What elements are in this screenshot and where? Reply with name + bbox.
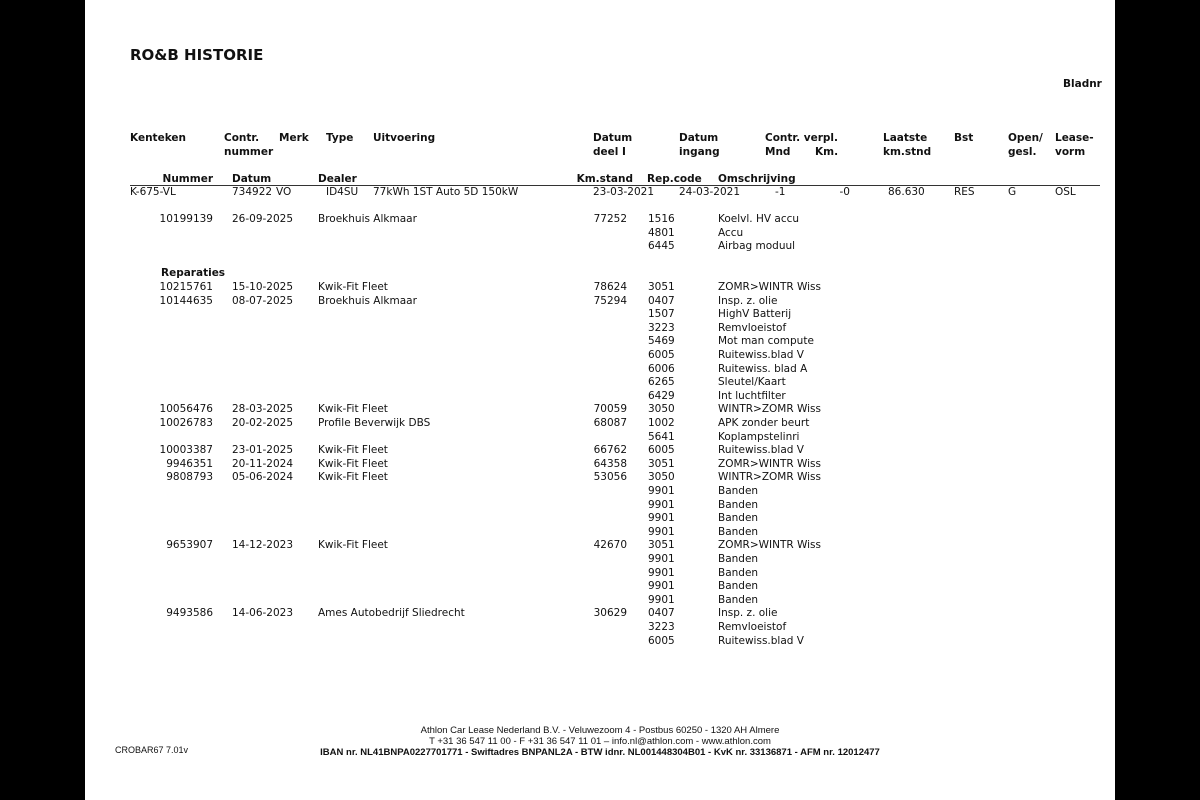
dealer-name: Profile Beverwijk DBS: [318, 417, 431, 429]
rep-description: Banden: [718, 566, 759, 579]
rep-description: WINTR>ZOMR Wiss: [718, 403, 822, 416]
km: -0: [839, 186, 850, 198]
rep-code: 3223: [648, 621, 675, 633]
type: ID4SU: [326, 186, 359, 198]
km-stand: 78624: [593, 281, 627, 293]
rep-code: 3051: [648, 281, 675, 293]
order-number: 10215761: [159, 281, 213, 293]
col-lease-2: vorm: [1055, 146, 1086, 158]
kenteken: K-675-VL: [130, 186, 176, 198]
rep-description: Insp. z. olie: [718, 294, 778, 307]
col-lease: Lease-: [1055, 132, 1094, 144]
col-bst: Bst: [954, 132, 974, 144]
order-date: 20-11-2024: [232, 457, 294, 470]
col-datum-deel: Datum: [593, 132, 633, 144]
order-date: 20-02-2025: [232, 417, 294, 429]
leasevorm: OSL: [1055, 186, 1076, 198]
order-date: 28-03-2025: [232, 403, 294, 416]
bladnr-label: Bladnr: [1063, 78, 1102, 90]
rep-code: 3051: [648, 457, 675, 470]
datum-ingang: 24-03-2021: [679, 186, 741, 198]
dealer-name: Kwik-Fit Fleet: [318, 403, 388, 416]
rep-code: 6445: [648, 240, 675, 253]
col-open: Open/: [1008, 132, 1043, 144]
merk: VO: [276, 186, 292, 198]
order-number: 9946351: [166, 457, 213, 470]
rep-description: Remvloeistof: [718, 621, 787, 633]
dealer-name: Kwik-Fit Fleet: [318, 457, 388, 470]
rep-code: 6265: [648, 376, 675, 389]
order-number: 10199139: [159, 213, 213, 225]
uitvoering: 77kWh 1ST Auto 5D 150kW: [373, 186, 519, 198]
order-number: 10026783: [159, 417, 213, 429]
rep-description: Banden: [718, 580, 759, 593]
col-datum-ingang: Datum: [679, 132, 719, 144]
col-datum-ingang-2: ingang: [679, 146, 720, 158]
rep-code: 3050: [648, 403, 675, 416]
footer-line-3: IBAN nr. NL41BNPA0227701771 - Swiftadres BNPANL2A - BTW idnr. NL001448304B01 - KvK nr. 33136871 - AFM nr. 12012477: [320, 747, 880, 758]
dealer-name: Broekhuis Alkmaar: [318, 213, 417, 225]
rep-code: 6005: [648, 444, 675, 457]
rep-description: Banden: [718, 525, 759, 538]
rep-description: Remvloeistof: [718, 321, 787, 334]
mnd: -1: [775, 186, 786, 198]
order-date: 15-10-2025: [232, 281, 294, 293]
col-kmstand: Km.stand: [576, 173, 633, 185]
km-stand: 75294: [593, 294, 627, 307]
dealer-name: Kwik-Fit Fleet: [318, 471, 388, 484]
km-stand: 66762: [593, 444, 627, 457]
order-date: 23-01-2025: [232, 444, 294, 457]
dealer-name: Ames Autobedrijf Sliedrecht: [318, 607, 465, 620]
rep-description: Koelvl. HV accu: [718, 213, 800, 225]
laatste-km: 86.630: [888, 186, 925, 198]
col-datum-deel-2: deel I: [593, 146, 626, 158]
rep-code: 9901: [648, 485, 675, 497]
rep-description: HighV Batterij: [718, 308, 792, 321]
rep-code: 5469: [648, 335, 675, 348]
rep-description: ZOMR>WINTR Wiss: [718, 539, 822, 552]
col-nummer: Nummer: [162, 173, 213, 185]
col-repcode: Rep.code: [647, 173, 702, 185]
rep-description: Int luchtfilter: [718, 389, 786, 402]
rep-description: Banden: [718, 512, 759, 525]
rep-description: Banden: [718, 485, 759, 497]
col-kenteken: Kenteken: [130, 132, 186, 144]
col-mnd: Mnd: [765, 146, 791, 158]
rep-code: 1516: [648, 213, 675, 225]
rep-code: 9901: [648, 593, 675, 606]
page-title: RO&B HISTORIE: [130, 46, 264, 64]
km-stand: 53056: [593, 471, 627, 484]
form-code: CROBAR67 7.01v: [115, 745, 189, 755]
rep-code: 1507: [648, 308, 675, 321]
order-number: 9493586: [166, 607, 213, 620]
dealer-name: Broekhuis Alkmaar: [318, 294, 417, 307]
order-date: 26-09-2025: [232, 213, 294, 225]
datum-deel: 23-03-2021: [593, 186, 655, 198]
rep-code: 5641: [648, 430, 675, 443]
order-number: 10003387: [159, 444, 213, 457]
rep-code: 3051: [648, 539, 675, 552]
footer-line-1: Athlon Car Lease Nederland B.V. - Veluwezoom 4 - Postbus 60250 - 1320 AH Almere: [420, 725, 780, 736]
document-page: [85, 0, 1115, 800]
rep-code: 9901: [648, 566, 675, 579]
rep-code: 6429: [648, 389, 675, 402]
footer-line-2: T +31 36 547 11 00 - F +31 36 547 11 01 – info.nl@athlon.com - www.athlon.com: [429, 736, 771, 747]
dealer-name: Kwik-Fit Fleet: [318, 539, 388, 552]
col-datum: Datum: [232, 173, 272, 185]
order-date: 14-06-2023: [232, 607, 294, 620]
km-stand: 64358: [593, 457, 627, 470]
rep-code: 1002: [648, 417, 675, 429]
rep-description: Koplampstelinri: [718, 430, 800, 443]
km-stand: 68087: [593, 417, 627, 429]
rep-description: Insp. z. olie: [718, 607, 778, 620]
order-date: 08-07-2025: [232, 294, 294, 307]
dealer-name: Kwik-Fit Fleet: [318, 281, 388, 293]
km-stand: 77252: [593, 213, 627, 225]
col-type: Type: [326, 132, 354, 144]
rep-code: 9901: [648, 512, 675, 525]
col-km: Km.: [815, 146, 839, 158]
km-stand: 42670: [593, 539, 627, 552]
order-number: 9653907: [166, 539, 213, 552]
rep-code: 0407: [648, 294, 675, 307]
rep-description: Accu: [718, 226, 744, 239]
rep-code: 3223: [648, 321, 675, 334]
rep-description: Banden: [718, 593, 759, 606]
rep-description: Ruitewiss.blad V: [718, 634, 804, 647]
km-stand: 70059: [593, 403, 627, 416]
rep-description: Ruitewiss.blad V: [718, 444, 804, 457]
col-uitvoering: Uitvoering: [373, 132, 436, 144]
col-open-2: gesl.: [1008, 146, 1037, 158]
contract-number: 734922: [232, 186, 273, 198]
rep-code: 9901: [648, 525, 675, 538]
section-reparaties: Reparaties: [161, 267, 226, 280]
order-number: 10056476: [159, 403, 213, 416]
col-merk: Merk: [279, 132, 309, 144]
rep-description: Ruitewiss.blad V: [718, 349, 804, 361]
bst: RES: [954, 186, 975, 198]
order-number: 10144635: [159, 294, 213, 307]
rep-code: 6005: [648, 349, 675, 361]
col-contr-2: nummer: [224, 146, 274, 158]
rep-description: APK zonder beurt: [718, 417, 810, 429]
rep-code: 9901: [648, 498, 675, 511]
rep-description: WINTR>ZOMR Wiss: [718, 471, 822, 484]
rep-code: 6005: [648, 634, 675, 647]
rep-code: 9901: [648, 580, 675, 593]
rep-code: 0407: [648, 607, 675, 620]
col-laatste: Laatste: [883, 132, 928, 144]
dealer-name: Kwik-Fit Fleet: [318, 444, 388, 457]
rep-description: Sleutel/Kaart: [718, 376, 786, 389]
order-date: 14-12-2023: [232, 539, 294, 552]
open-gesl: G: [1008, 186, 1017, 198]
order-number: 9808793: [166, 471, 213, 484]
rep-description: Ruitewiss. blad A: [718, 362, 808, 375]
rep-code: 4801: [648, 226, 675, 239]
rep-code: 9901: [648, 553, 675, 565]
km-stand: 30629: [593, 607, 627, 620]
rep-description: ZOMR>WINTR Wiss: [718, 281, 822, 293]
order-date: 05-06-2024: [232, 471, 294, 484]
rep-description: ZOMR>WINTR Wiss: [718, 457, 822, 470]
rep-description: Airbag moduul: [718, 240, 796, 253]
rep-description: Mot man compute: [718, 335, 814, 348]
rep-code: 6006: [648, 362, 675, 375]
col-laatste-2: km.stnd: [883, 146, 932, 158]
rep-description: Banden: [718, 498, 759, 511]
col-dealer: Dealer: [318, 173, 357, 185]
rep-code: 3050: [648, 471, 675, 484]
rep-description: Banden: [718, 553, 759, 565]
col-contr: Contr.: [224, 132, 260, 144]
col-omschrijving: Omschrijving: [718, 173, 796, 185]
col-contr-verpl: Contr. verpl.: [765, 132, 838, 144]
